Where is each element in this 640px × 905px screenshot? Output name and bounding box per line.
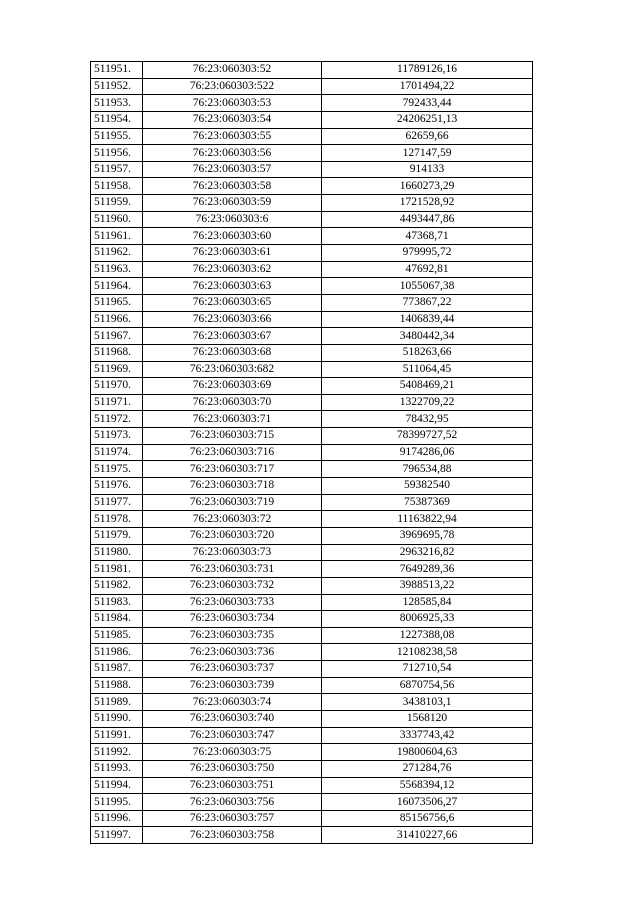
table-body	[91, 62, 533, 844]
table-row	[91, 810, 533, 827]
row-number-cell: 511993.	[91, 760, 143, 777]
value-cell: 24206251,13	[322, 111, 533, 128]
value-cell: 1406839,44	[322, 311, 533, 328]
value-cell: 9174286,06	[322, 444, 533, 461]
table-row	[91, 344, 533, 361]
cadastral-number-cell: 76:23:060303:57	[143, 161, 322, 178]
row-number-cell: 511982.	[91, 577, 143, 594]
table-row	[91, 245, 533, 262]
row-number-cell: 511974.	[91, 444, 143, 461]
cadastral-number-cell: 76:23:060303:751	[143, 777, 322, 794]
table-row	[91, 294, 533, 311]
value-cell: 78432,95	[322, 411, 533, 428]
table-row	[91, 195, 533, 212]
row-number-cell: 511952.	[91, 78, 143, 95]
cadastral-number-cell: 76:23:060303:73	[143, 544, 322, 561]
table-row	[91, 228, 533, 245]
row-number-cell: 511960.	[91, 211, 143, 228]
cadastral-number-cell: 76:23:060303:750	[143, 760, 322, 777]
table-row	[91, 111, 533, 128]
row-number-cell: 511965.	[91, 294, 143, 311]
cadastral-number-cell: 76:23:060303:58	[143, 178, 322, 195]
value-cell: 128585,84	[322, 594, 533, 611]
row-number-cell: 511959.	[91, 195, 143, 212]
table-row	[91, 461, 533, 478]
cadastral-number-cell: 76:23:060303:747	[143, 727, 322, 744]
cadastral-number-cell: 76:23:060303:55	[143, 128, 322, 145]
row-number-cell: 511989.	[91, 694, 143, 711]
value-cell: 6870754,56	[322, 677, 533, 694]
row-number-cell: 511986.	[91, 644, 143, 661]
value-cell: 47368,71	[322, 228, 533, 245]
value-cell: 796534,88	[322, 461, 533, 478]
value-cell: 3337743,42	[322, 727, 533, 744]
value-cell: 75387369	[322, 494, 533, 511]
value-cell: 127147,59	[322, 145, 533, 162]
cadastral-number-cell: 76:23:060303:61	[143, 245, 322, 262]
table-row	[91, 710, 533, 727]
table-row	[91, 361, 533, 378]
cadastral-number-cell: 76:23:060303:69	[143, 378, 322, 395]
value-cell: 3988513,22	[322, 577, 533, 594]
row-number-cell: 511951.	[91, 62, 143, 79]
cadastral-number-cell: 76:23:060303:758	[143, 827, 322, 844]
table-row	[91, 594, 533, 611]
table-row	[91, 95, 533, 112]
cadastral-number-cell: 76:23:060303:757	[143, 810, 322, 827]
cadastral-number-cell: 76:23:060303:68	[143, 344, 322, 361]
row-number-cell: 511956.	[91, 145, 143, 162]
value-cell: 11789126,16	[322, 62, 533, 79]
cadastral-number-cell: 76:23:060303:740	[143, 710, 322, 727]
table-row	[91, 261, 533, 278]
table-row	[91, 760, 533, 777]
table-row	[91, 511, 533, 528]
table-row	[91, 694, 533, 711]
row-number-cell: 511994.	[91, 777, 143, 794]
row-number-cell: 511985.	[91, 627, 143, 644]
row-number-cell: 511983.	[91, 594, 143, 611]
row-number-cell: 511978.	[91, 511, 143, 528]
table-row	[91, 78, 533, 95]
cadastral-number-cell: 76:23:060303:70	[143, 394, 322, 411]
row-number-cell: 511953.	[91, 95, 143, 112]
row-number-cell: 511996.	[91, 810, 143, 827]
value-cell: 78399727,52	[322, 428, 533, 445]
cadastral-number-cell: 76:23:060303:739	[143, 677, 322, 694]
cadastral-number-cell: 76:23:060303:59	[143, 195, 322, 212]
table-row	[91, 311, 533, 328]
row-number-cell: 511973.	[91, 428, 143, 445]
table-row	[91, 611, 533, 628]
row-number-cell: 511995.	[91, 794, 143, 811]
cadastral-number-cell: 76:23:060303:756	[143, 794, 322, 811]
cadastral-number-cell: 76:23:060303:72	[143, 511, 322, 528]
value-cell: 12108238,58	[322, 644, 533, 661]
row-number-cell: 511969.	[91, 361, 143, 378]
cadastral-number-cell: 76:23:060303:715	[143, 428, 322, 445]
cadastral-number-cell: 76:23:060303:717	[143, 461, 322, 478]
row-number-cell: 511980.	[91, 544, 143, 561]
value-cell: 979995,72	[322, 245, 533, 262]
cadastral-number-cell: 76:23:060303:734	[143, 611, 322, 628]
table-row	[91, 527, 533, 544]
table-row	[91, 161, 533, 178]
row-number-cell: 511955.	[91, 128, 143, 145]
table-row	[91, 627, 533, 644]
cadastral-number-cell: 76:23:060303:62	[143, 261, 322, 278]
row-number-cell: 511992.	[91, 744, 143, 761]
value-cell: 5568394,12	[322, 777, 533, 794]
table-row	[91, 794, 533, 811]
cadastral-number-cell: 76:23:060303:65	[143, 294, 322, 311]
cadastral-number-cell: 76:23:060303:733	[143, 594, 322, 611]
cadastral-number-cell: 76:23:060303:720	[143, 527, 322, 544]
cadastral-number-cell: 76:23:060303:522	[143, 78, 322, 95]
value-cell: 712710,54	[322, 661, 533, 678]
cadastral-number-cell: 76:23:060303:66	[143, 311, 322, 328]
row-number-cell: 511984.	[91, 611, 143, 628]
cadastral-number-cell: 76:23:060303:735	[143, 627, 322, 644]
table-row	[91, 561, 533, 578]
cadastral-number-cell: 76:23:060303:63	[143, 278, 322, 295]
row-number-cell: 511977.	[91, 494, 143, 511]
row-number-cell: 511968.	[91, 344, 143, 361]
value-cell: 8006925,33	[322, 611, 533, 628]
row-number-cell: 511966.	[91, 311, 143, 328]
value-cell: 773867,22	[322, 294, 533, 311]
row-number-cell: 511958.	[91, 178, 143, 195]
table-row	[91, 744, 533, 761]
value-cell: 11163822,94	[322, 511, 533, 528]
table-row	[91, 428, 533, 445]
table-row	[91, 211, 533, 228]
table-row	[91, 444, 533, 461]
value-cell: 1055067,38	[322, 278, 533, 295]
row-number-cell: 511972.	[91, 411, 143, 428]
value-cell: 3969695,78	[322, 527, 533, 544]
table-row	[91, 278, 533, 295]
row-number-cell: 511988.	[91, 677, 143, 694]
cadastral-number-cell: 76:23:060303:56	[143, 145, 322, 162]
value-cell: 62659,66	[322, 128, 533, 145]
row-number-cell: 511967.	[91, 328, 143, 345]
row-number-cell: 511981.	[91, 561, 143, 578]
value-cell: 1227388,08	[322, 627, 533, 644]
cadastral-number-cell: 76:23:060303:54	[143, 111, 322, 128]
table-row	[91, 644, 533, 661]
value-cell: 1701494,22	[322, 78, 533, 95]
table-row	[91, 777, 533, 794]
cadastral-number-cell: 76:23:060303:716	[143, 444, 322, 461]
value-cell: 271284,76	[322, 760, 533, 777]
value-cell: 16073506,27	[322, 794, 533, 811]
table-row	[91, 178, 533, 195]
value-cell: 792433,44	[322, 95, 533, 112]
row-number-cell: 511991.	[91, 727, 143, 744]
table-row	[91, 328, 533, 345]
table-row	[91, 394, 533, 411]
cadastral-number-cell: 76:23:060303:737	[143, 661, 322, 678]
row-number-cell: 511971.	[91, 394, 143, 411]
row-number-cell: 511962.	[91, 245, 143, 262]
value-cell: 4493447,86	[322, 211, 533, 228]
row-number-cell: 511975.	[91, 461, 143, 478]
table-row	[91, 494, 533, 511]
value-cell: 85156756,6	[322, 810, 533, 827]
row-number-cell: 511997.	[91, 827, 143, 844]
table-row	[91, 478, 533, 495]
value-cell: 1721528,92	[322, 195, 533, 212]
cadastral-number-cell: 76:23:060303:67	[143, 328, 322, 345]
cadastral-number-cell: 76:23:060303:74	[143, 694, 322, 711]
cadastral-number-cell: 76:23:060303:736	[143, 644, 322, 661]
table-row	[91, 661, 533, 678]
cadastral-number-cell: 76:23:060303:75	[143, 744, 322, 761]
table-row	[91, 128, 533, 145]
cadastral-number-cell: 76:23:060303:60	[143, 228, 322, 245]
table-row	[91, 544, 533, 561]
cadastral-number-cell: 76:23:060303:53	[143, 95, 322, 112]
value-cell: 31410227,66	[322, 827, 533, 844]
value-cell: 3480442,34	[322, 328, 533, 345]
row-number-cell: 511964.	[91, 278, 143, 295]
row-number-cell: 511954.	[91, 111, 143, 128]
row-number-cell: 511976.	[91, 478, 143, 495]
value-cell: 914133	[322, 161, 533, 178]
cadastral-number-cell: 76:23:060303:732	[143, 577, 322, 594]
value-cell: 1660273,29	[322, 178, 533, 195]
cadastral-number-cell: 76:23:060303:6	[143, 211, 322, 228]
row-number-cell: 511957.	[91, 161, 143, 178]
value-cell: 511064,45	[322, 361, 533, 378]
table-row	[91, 677, 533, 694]
value-cell: 19800604,63	[322, 744, 533, 761]
table-row	[91, 577, 533, 594]
table-row	[91, 145, 533, 162]
value-cell: 1322709,22	[322, 394, 533, 411]
row-number-cell: 511963.	[91, 261, 143, 278]
cadastral-number-cell: 76:23:060303:731	[143, 561, 322, 578]
value-cell: 518263,66	[322, 344, 533, 361]
cadastral-number-cell: 76:23:060303:52	[143, 62, 322, 79]
row-number-cell: 511970.	[91, 378, 143, 395]
row-number-cell: 511990.	[91, 710, 143, 727]
table-row	[91, 62, 533, 79]
cadastral-number-cell: 76:23:060303:718	[143, 478, 322, 495]
table-row	[91, 727, 533, 744]
cadastral-number-cell: 76:23:060303:719	[143, 494, 322, 511]
value-cell: 5408469,21	[322, 378, 533, 395]
value-cell: 1568120	[322, 710, 533, 727]
cadastral-value-table	[90, 61, 533, 844]
value-cell: 59382540	[322, 478, 533, 495]
value-cell: 3438103,1	[322, 694, 533, 711]
value-cell: 47692,81	[322, 261, 533, 278]
row-number-cell: 511979.	[91, 527, 143, 544]
table-row	[91, 411, 533, 428]
table-row	[91, 378, 533, 395]
cadastral-number-cell: 76:23:060303:71	[143, 411, 322, 428]
value-cell: 7649289,36	[322, 561, 533, 578]
table-row	[91, 827, 533, 844]
cadastral-number-cell: 76:23:060303:682	[143, 361, 322, 378]
row-number-cell: 511987.	[91, 661, 143, 678]
row-number-cell: 511961.	[91, 228, 143, 245]
value-cell: 2963216,82	[322, 544, 533, 561]
